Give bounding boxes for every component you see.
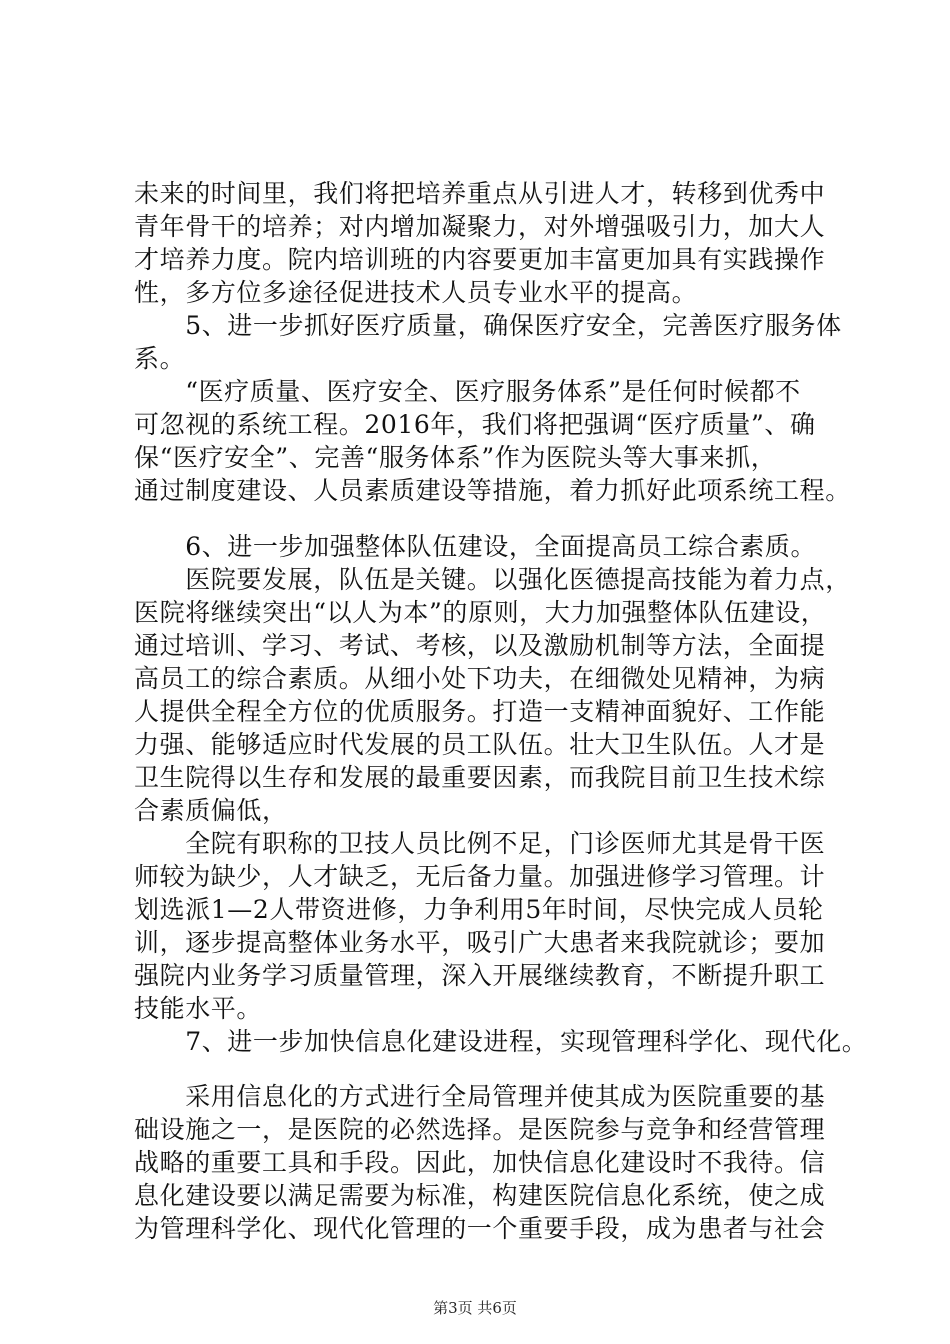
text-line: 强院内业务学习质量管理，深入开展继续教育，不断提升职工 xyxy=(134,961,826,990)
text-line: 可忽视的系统工程。2016年，我们将把强调“医疗质量”、确 xyxy=(134,410,816,439)
text-line: 战略的重要工具和手段。因此，加快信息化建设时不我待。信 xyxy=(134,1148,826,1177)
text-line: 7、进一步加快信息化建设进程，实现管理科学化、现代化。 xyxy=(134,1027,868,1056)
text-line: 础设施之一，是医院的必然选择。是医院参与竞争和经营管理 xyxy=(134,1115,826,1144)
text-line: 通过培训、学习、考试、考核，以及激励机制等方法，全面提 xyxy=(134,631,826,660)
text-line: 全院有职称的卫技人员比例不足，门诊医师尤其是骨干医 xyxy=(134,829,826,858)
text-line: 合素质偏低， xyxy=(134,796,288,825)
text-line: 6、进一步加强整体队伍建设，全面提高员工综合素质。 xyxy=(134,532,817,561)
text-line: 5、进一步抓好医疗质量，确保医疗安全，完善医疗服务体 xyxy=(134,311,842,340)
text-line: 高员工的综合素质。从细小处下功夫，在细微处见精神，为病 xyxy=(134,664,826,693)
text-line: 采用信息化的方式进行全局管理并使其成为医院重要的基 xyxy=(134,1082,826,1111)
text-line: 人提供全程全方位的优质服务。打造一支精神面貌好、工作能 xyxy=(134,697,826,726)
text-line: 卫生院得以生存和发展的最重要因素，而我院目前卫生技术综 xyxy=(134,763,826,792)
text-line: 划选派1—2人带资进修，力争利用5年时间，尽快完成人员轮 xyxy=(134,895,824,924)
text-line: 医院将继续突出“以人为本”的原则，大力加强整体队伍建设， xyxy=(134,598,827,627)
text-line: 通过制度建设、人员素质建设等措施，着力抓好此项系统工程。 xyxy=(134,476,851,505)
text-line: 才培养力度。院内培训班的内容要更加丰富更加具有实践操作 xyxy=(134,245,826,274)
text-line: 青年骨干的培养；对内增加凝聚力，对外增强吸引力，加大人 xyxy=(134,212,826,241)
text-line: 训，逐步提高整体业务水平，吸引广大患者来我院就诊；要加 xyxy=(134,928,826,957)
text-line: 系。 xyxy=(134,344,186,373)
text-line: 师较为缺少，人才缺乏，无后备力量。加强进修学习管理。计 xyxy=(134,862,826,891)
text-line: 医院要发展，队伍是关键。以强化医德提高技能为着力点， xyxy=(134,565,851,594)
text-line: 为管理科学化、现代化管理的一个重要手段，成为患者与社会 xyxy=(134,1214,826,1243)
text-line: 息化建设要以满足需要为标准，构建医院信息化系统，使之成 xyxy=(134,1181,826,1210)
text-line: 力强、能够适应时代发展的员工队伍。壮大卫生队伍。人才是 xyxy=(134,730,826,759)
text-line: 性，多方位多途径促进技术人员专业水平的提高。 xyxy=(134,278,698,307)
text-line: 保“医疗安全”、完善“服务体系”作为医院头等大事来抓， xyxy=(134,443,777,472)
text-line: “医疗质量、医疗安全、医疗服务体系”是任何时候都不 xyxy=(134,377,801,406)
text-line: 未来的时间里，我们将把培养重点从引进人才，转移到优秀中 xyxy=(134,179,826,208)
text-line: 技能水平。 xyxy=(134,994,263,1023)
page-number-footer: 第3页 共6页 xyxy=(433,1299,517,1317)
